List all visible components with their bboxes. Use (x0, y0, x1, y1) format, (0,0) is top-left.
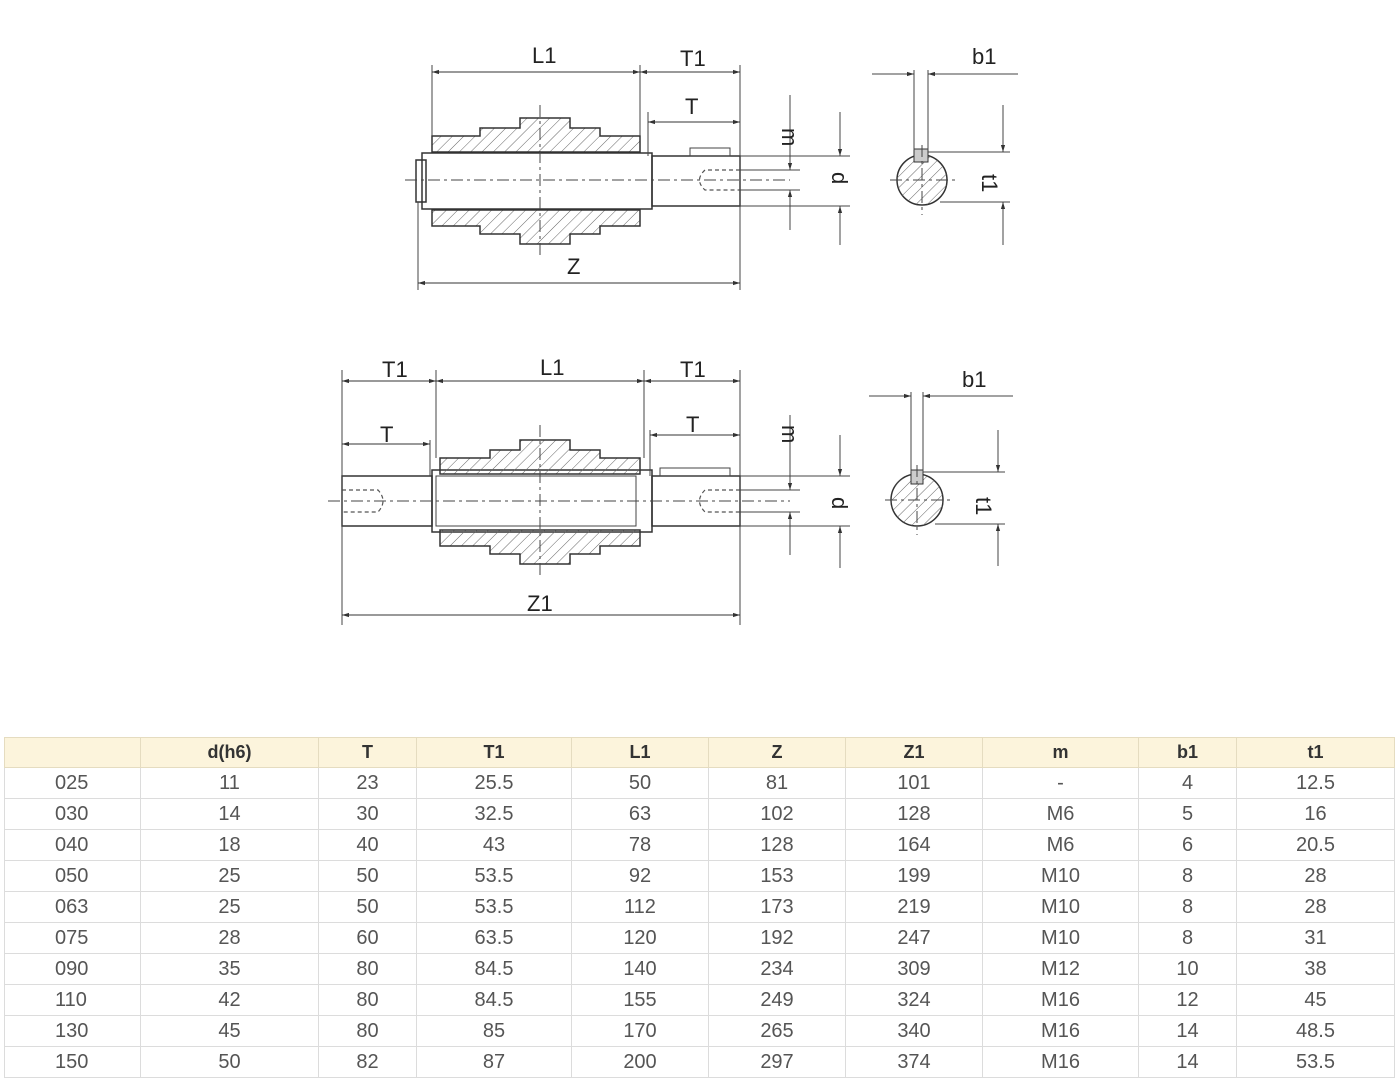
table-cell: M16 (983, 1016, 1139, 1047)
table-cell: 155 (572, 985, 709, 1016)
table-cell: 297 (709, 1047, 846, 1078)
table-cell: M6 (983, 830, 1139, 861)
table-cell: 20.5 (1237, 830, 1395, 861)
table-cell: 199 (846, 861, 983, 892)
table-cell: 45 (141, 1016, 319, 1047)
table-row (5, 1016, 1395, 1047)
table-cell: 80 (319, 985, 417, 1016)
table-row (5, 830, 1395, 861)
label-m: m (777, 128, 802, 147)
row-size-cell: 050 (5, 861, 141, 892)
table-cell: 30 (319, 799, 417, 830)
table-row (5, 1047, 1395, 1078)
row-size-cell: 110 (5, 985, 141, 1016)
label-L1: L1 (532, 43, 557, 68)
table-cell: 84.5 (417, 985, 572, 1016)
table-cell: 53.5 (1237, 1047, 1395, 1078)
table-cell: 50 (319, 861, 417, 892)
dimension-table (4, 737, 1395, 1078)
column-header: t1 (1237, 738, 1395, 768)
table-cell: 18 (141, 830, 319, 861)
table-cell: 102 (709, 799, 846, 830)
table-cell: 50 (572, 768, 709, 799)
table-cell: 43 (417, 830, 572, 861)
table-cell: 6 (1139, 830, 1237, 861)
column-header: Z (709, 738, 846, 768)
table-cell: 12.5 (1237, 768, 1395, 799)
table-cell: 63.5 (417, 923, 572, 954)
table-cell: 80 (319, 954, 417, 985)
table-cell: 128 (846, 799, 983, 830)
table-row (5, 768, 1395, 799)
table-row (5, 954, 1395, 985)
table-cell: 82 (319, 1047, 417, 1078)
table-header-row (5, 738, 1395, 768)
label-T-left: T (380, 422, 394, 447)
row-size-cell: 150 (5, 1047, 141, 1078)
row-size-cell: 063 (5, 892, 141, 923)
table-row (5, 861, 1395, 892)
row-size-cell: 090 (5, 954, 141, 985)
table-cell: 4 (1139, 768, 1237, 799)
column-header: Z1 (846, 738, 983, 768)
table-cell: M10 (983, 892, 1139, 923)
table-row (5, 985, 1395, 1016)
table-cell: 32.5 (417, 799, 572, 830)
label-T1-left: T1 (382, 357, 408, 382)
table-cell: M12 (983, 954, 1139, 985)
label-d: d (827, 497, 852, 510)
table-cell: 170 (572, 1016, 709, 1047)
column-header: T (319, 738, 417, 768)
label-T-right: T (686, 412, 700, 437)
table-cell: 12 (1139, 985, 1237, 1016)
table-cell: 16 (1237, 799, 1395, 830)
table-cell: 48.5 (1237, 1016, 1395, 1047)
table-row (5, 799, 1395, 830)
label-T1: T1 (680, 46, 706, 71)
table-cell: 11 (141, 768, 319, 799)
label-Z: Z (567, 254, 581, 279)
table-cell: 81 (709, 768, 846, 799)
top-shaft-drawing (405, 43, 1018, 290)
table-cell: 265 (709, 1016, 846, 1047)
table-cell: 60 (319, 923, 417, 954)
table-cell: 78 (572, 830, 709, 861)
table-cell: 31 (1237, 923, 1395, 954)
label-d: d (827, 172, 852, 185)
table-cell: 50 (319, 892, 417, 923)
label-L1: L1 (540, 355, 565, 380)
column-header: L1 (572, 738, 709, 768)
label-b1: b1 (972, 44, 997, 69)
table-cell: 28 (1237, 892, 1395, 923)
table-cell: 53.5 (417, 892, 572, 923)
table-cell: 340 (846, 1016, 983, 1047)
table-cell: 234 (709, 954, 846, 985)
table-cell: 23 (319, 768, 417, 799)
table-cell: 25 (141, 892, 319, 923)
table-cell: - (983, 768, 1139, 799)
table-cell: M10 (983, 923, 1139, 954)
table-cell: 25.5 (417, 768, 572, 799)
table-cell: 247 (846, 923, 983, 954)
table-cell: 50 (141, 1047, 319, 1078)
table-cell: 164 (846, 830, 983, 861)
table-cell: 35 (141, 954, 319, 985)
table-cell: 84.5 (417, 954, 572, 985)
table-cell: 42 (141, 985, 319, 1016)
table-cell: 309 (846, 954, 983, 985)
row-size-cell: 025 (5, 768, 141, 799)
table-cell: 80 (319, 1016, 417, 1047)
column-header (5, 738, 141, 768)
table-cell: 87 (417, 1047, 572, 1078)
table-cell: 53.5 (417, 861, 572, 892)
label-b1: b1 (962, 367, 987, 392)
table-cell: 140 (572, 954, 709, 985)
table-cell: 14 (1139, 1047, 1237, 1078)
label-m: m (777, 425, 802, 444)
table-cell: 219 (846, 892, 983, 923)
label-t1: t1 (971, 497, 996, 516)
label-t1: t1 (977, 174, 1002, 193)
table-cell: 14 (1139, 1016, 1237, 1047)
column-header: T1 (417, 738, 572, 768)
table-cell: 5 (1139, 799, 1237, 830)
column-header: m (983, 738, 1139, 768)
table-cell: 324 (846, 985, 983, 1016)
table-cell: 249 (709, 985, 846, 1016)
table-cell: 92 (572, 861, 709, 892)
table-cell: 128 (709, 830, 846, 861)
table-cell: 28 (1237, 861, 1395, 892)
label-T: T (685, 94, 699, 119)
table-cell: 120 (572, 923, 709, 954)
table-cell: 45 (1237, 985, 1395, 1016)
table-cell: M6 (983, 799, 1139, 830)
table-cell: 8 (1139, 861, 1237, 892)
table-cell: M10 (983, 861, 1139, 892)
table-cell: 28 (141, 923, 319, 954)
label-Z1: Z1 (527, 591, 553, 616)
table-cell: 10 (1139, 954, 1237, 985)
table-cell: 112 (572, 892, 709, 923)
column-header: d(h6) (141, 738, 319, 768)
label-T1-right: T1 (680, 357, 706, 382)
table-row (5, 923, 1395, 954)
table-cell: 173 (709, 892, 846, 923)
table-cell: 192 (709, 923, 846, 954)
table-cell: 38 (1237, 954, 1395, 985)
table-cell: 25 (141, 861, 319, 892)
table-cell: M16 (983, 985, 1139, 1016)
bottom-shaft-drawing (328, 355, 1013, 625)
row-size-cell: 030 (5, 799, 141, 830)
table-cell: 8 (1139, 923, 1237, 954)
table-cell: 200 (572, 1047, 709, 1078)
table-cell: 85 (417, 1016, 572, 1047)
table-cell: 40 (319, 830, 417, 861)
table-cell: M16 (983, 1047, 1139, 1078)
table-cell: 374 (846, 1047, 983, 1078)
row-size-cell: 040 (5, 830, 141, 861)
table-row (5, 892, 1395, 923)
table-cell: 8 (1139, 892, 1237, 923)
row-size-cell: 075 (5, 923, 141, 954)
table-cell: 153 (709, 861, 846, 892)
column-header: b1 (1139, 738, 1237, 768)
row-size-cell: 130 (5, 1016, 141, 1047)
table-cell: 63 (572, 799, 709, 830)
table-body (5, 768, 1395, 1078)
table-cell: 14 (141, 799, 319, 830)
table-cell: 101 (846, 768, 983, 799)
